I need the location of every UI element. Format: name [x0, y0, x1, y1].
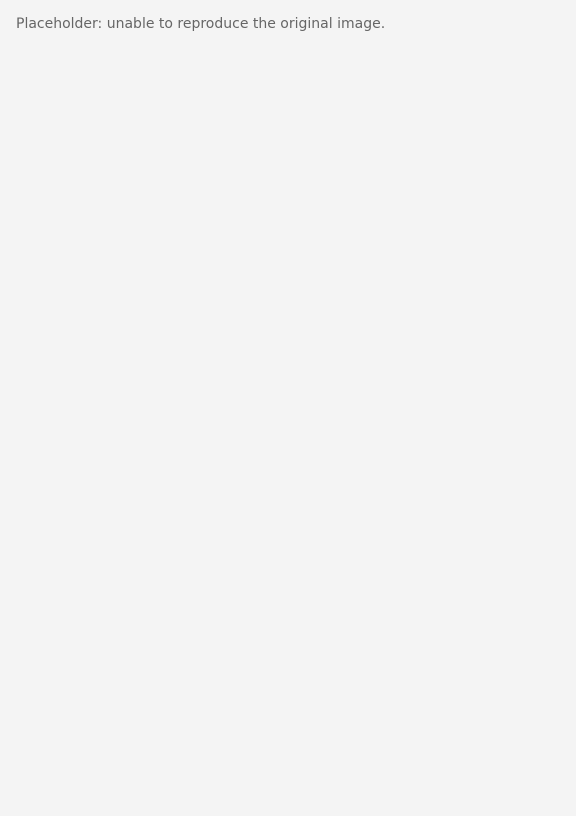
placeholder: Placeholder: unable to reproduce the original image.	[16, 16, 386, 32]
